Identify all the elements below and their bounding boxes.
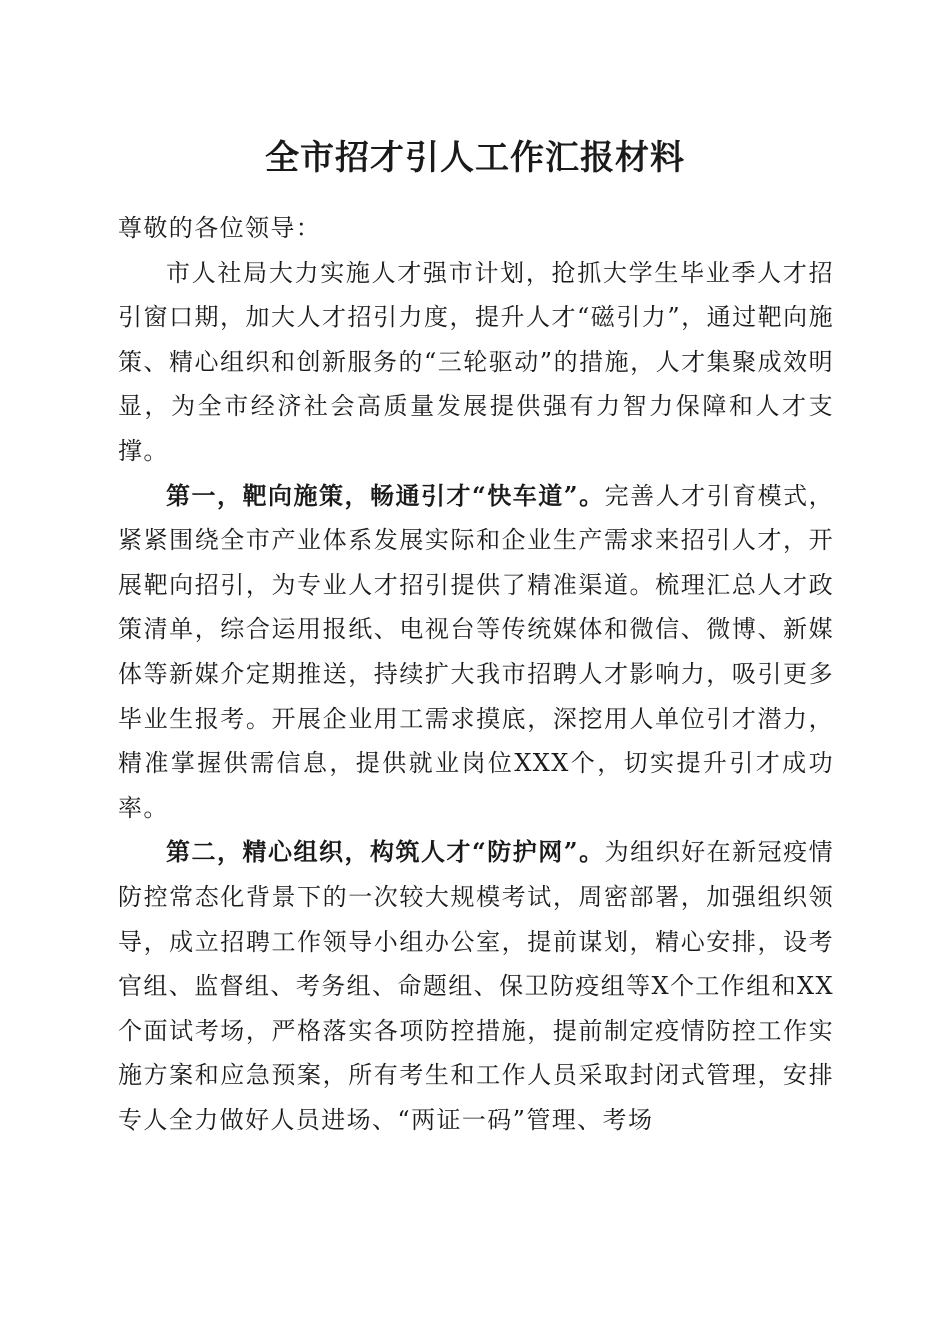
intro-paragraph: 市人社局大力实施人才强市计划，抢抓大学生毕业季人才招引窗口期，加大人才招引力度，提升人才“磁引力”，通过靶向施策、精心组织和创新服务的“三轮驱动”的措施，人才集聚成效明显，为全市经济社会高质量发展提供强有力智力保障和人才支撑。: [118, 258, 834, 465]
section-heading-2: 第二，精心组织，构筑人才“防护网”。: [166, 837, 605, 867]
section-paragraph-2: [118, 830, 834, 1142]
salutation: 尊敬的各位领导：: [118, 214, 322, 242]
document-title: 全市招才引人工作汇报材料: [265, 138, 685, 178]
section-heading-1: 第一，靶向施策，畅通引才“快车道”。: [166, 480, 605, 510]
document-body: [118, 206, 834, 1142]
section-body-1: 完善人才引育模式，紧紧围绕全市产业体系发展实际和企业生产需求来招引人才，开展靶向招引，为专业人才招引提供了精准渠道。梳理汇总人才政策清单，综合运用报纸、电视台等传统媒体和微信、微博、新媒体等新媒介定期推送，持续扩大我市招聘人才影响力，吸引更多毕业生报考。开展企业用工需求摸底，深挖用人单位引才潜力，精准掌握供需信息，提供就业岗位XXX个，切实提升引才成功率。: [118, 481, 834, 822]
section-paragraph-1: [118, 474, 834, 831]
section-body-2: 为组织好在新冠疫情防控常态化背景下的一次较大规模考试，周密部署，加强组织领导，成立招聘工作领导小组办公室，提前谋划，精心安排，设考官组、监督组、考务组、命题组、保卫防疫组等X个工作组和XX个面试考场，严格落实各项防控措施，提前制定疫情防控工作实施方案和应急预案，所有考生和工作人员采取封闭式管理，安排专人全力做好人员进场、“两证一码”管理、考场: [118, 838, 834, 1134]
